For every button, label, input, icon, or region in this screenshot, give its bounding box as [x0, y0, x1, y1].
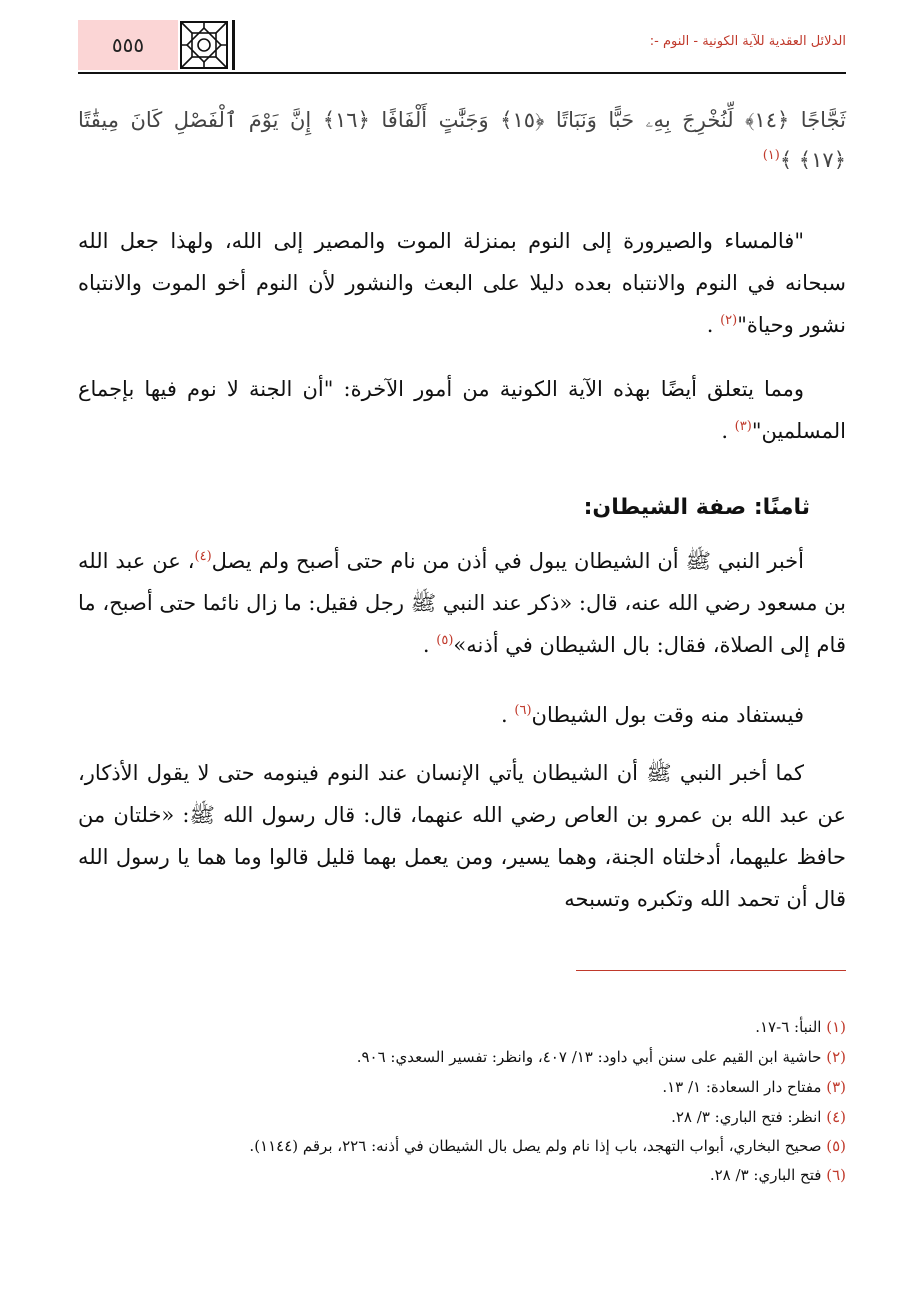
paragraph-text: ، عن عبد الله بن مسعود رضي الله عنه، قال: «ذكر عند النبي ﷺ رجل فقيل: ما زال نائما حتى أصبح، ما قام إلى الصلاة، فقال: بال الشيطان في أذنه» [78, 549, 846, 657]
footnote-text: النبأ: ٦-١٧. [755, 1018, 822, 1036]
footnote-text: حاشية ابن القيم على سنن أبي داود: ١٣/ ٤٠٧، وانظر: تفسير السعدي: ٩٠٦. [356, 1048, 822, 1066]
footnote-text: مفتاح دار السعادة: ١/ ١٣. [662, 1078, 822, 1096]
footnote-text: فتح الباري: ٣/ ٢٨. [709, 1166, 822, 1184]
paragraph-2 [78, 368, 846, 452]
page-header [78, 20, 846, 72]
paragraph-end: . [501, 703, 515, 727]
paragraph-end: . [706, 313, 721, 337]
paragraph-text: فيستفاد منه وقت بول الشيطان [531, 703, 804, 727]
footnote-item [78, 1160, 846, 1190]
footnote-ref: (١) [762, 148, 780, 163]
section-heading: ثامنًا: صفة الشيطان: [583, 495, 810, 520]
footnote-item [78, 1072, 846, 1102]
quran-verse [78, 100, 846, 180]
footnote-ref: (٥) [436, 633, 454, 648]
footnote-text: انظر: فتح الباري: ٣/ ٢٨. [671, 1108, 822, 1126]
paragraph-4 [78, 694, 846, 736]
footnote-item [78, 1042, 846, 1072]
paragraph-text: "فالمساء والصيرورة إلى النوم بمنزلة الموت والمصير إلى الله، ولهذا جعل الله سبحانه في النوم والانتباه بعده دليلا على البعث والنشور لأن النوم أخو الموت والانتباه نشور وحياة" [78, 229, 846, 337]
quran-verse-line-2 [78, 140, 846, 180]
paragraph-end: . [422, 633, 437, 657]
paragraph-3 [78, 540, 846, 666]
footnote-number: (١) [826, 1018, 846, 1036]
running-title: الدلائل العقدية للآية الكونية - النوم -: [649, 34, 846, 49]
footnote-number: (٢) [826, 1048, 846, 1066]
footnote-number: (٦) [826, 1166, 846, 1184]
paragraph-1 [78, 220, 846, 346]
verse-end-marker: ﴿١٧﴾ ﴾ [779, 148, 846, 172]
footnotes [78, 1012, 846, 1190]
header-rule [78, 72, 846, 74]
paragraph-text: كما أخبر النبي ﷺ أن الشيطان يأتي الإنسان عند النوم فينومه حتى لا يقول الأذكار، عن عبد الله بن عمرو بن العاص رضي الله عنهما، قال: قال رسول الله ﷺ: «خلتان من حافظ عليهما، أدخلتاه الجنة، وهما يسير، ومن يعمل بهما قليل قالوا وما هما يا رسول الله قال أن تحمد الله وتكبره وتسبحه [78, 761, 846, 911]
footnote-number: (٣) [826, 1078, 846, 1096]
footnote-number: (٤) [826, 1108, 846, 1126]
footnote-item [78, 1102, 846, 1132]
paragraph-5 [78, 752, 846, 920]
paragraph-end: . [721, 419, 735, 443]
paragraph-text: ومما يتعلق أيضًا بهذه الآية الكونية من أمور الآخرة: "أن الجنة لا نوم فيها بإجماع المسلمين" [78, 377, 846, 443]
footnote-ref: (٣) [734, 419, 752, 434]
footnote-item [78, 1012, 846, 1042]
footnote-text: صحيح البخاري، أبواب التهجد، باب إذا نام ولم يصل بال الشيطان في أذنه: ٢٢٦، برقم (١١٤٤). [249, 1137, 822, 1155]
footnote-item [78, 1132, 846, 1160]
footnote-ref: (٦) [514, 703, 532, 718]
footnote-separator [576, 970, 846, 971]
quran-verse-line-1: ثَجَّاجًا ﴿١٤﴾ لِّنُخْرِجَ بِهِۦ حَبًّا وَنَبَاتًا ﴿١٥﴾ وَجَنَّٰتٍ أَلْفَافًا ﴿١٦﴾ إِنَّ يَوْمَ ٱلْفَصْلِ كَانَ مِيقَٰتًا [78, 108, 846, 132]
page-number: ٥٥٥ [78, 20, 178, 70]
footnote-number: (٥) [826, 1137, 846, 1155]
paragraph-text: أخبر النبي ﷺ أن الشيطان يبول في أذن من نام حتى أصبح ولم يصل [211, 549, 805, 573]
footnote-ref: (٤) [194, 549, 212, 564]
header-divider [232, 20, 235, 70]
footnote-ref: (٢) [720, 313, 738, 328]
islamic-star-ornament-icon [178, 20, 230, 70]
